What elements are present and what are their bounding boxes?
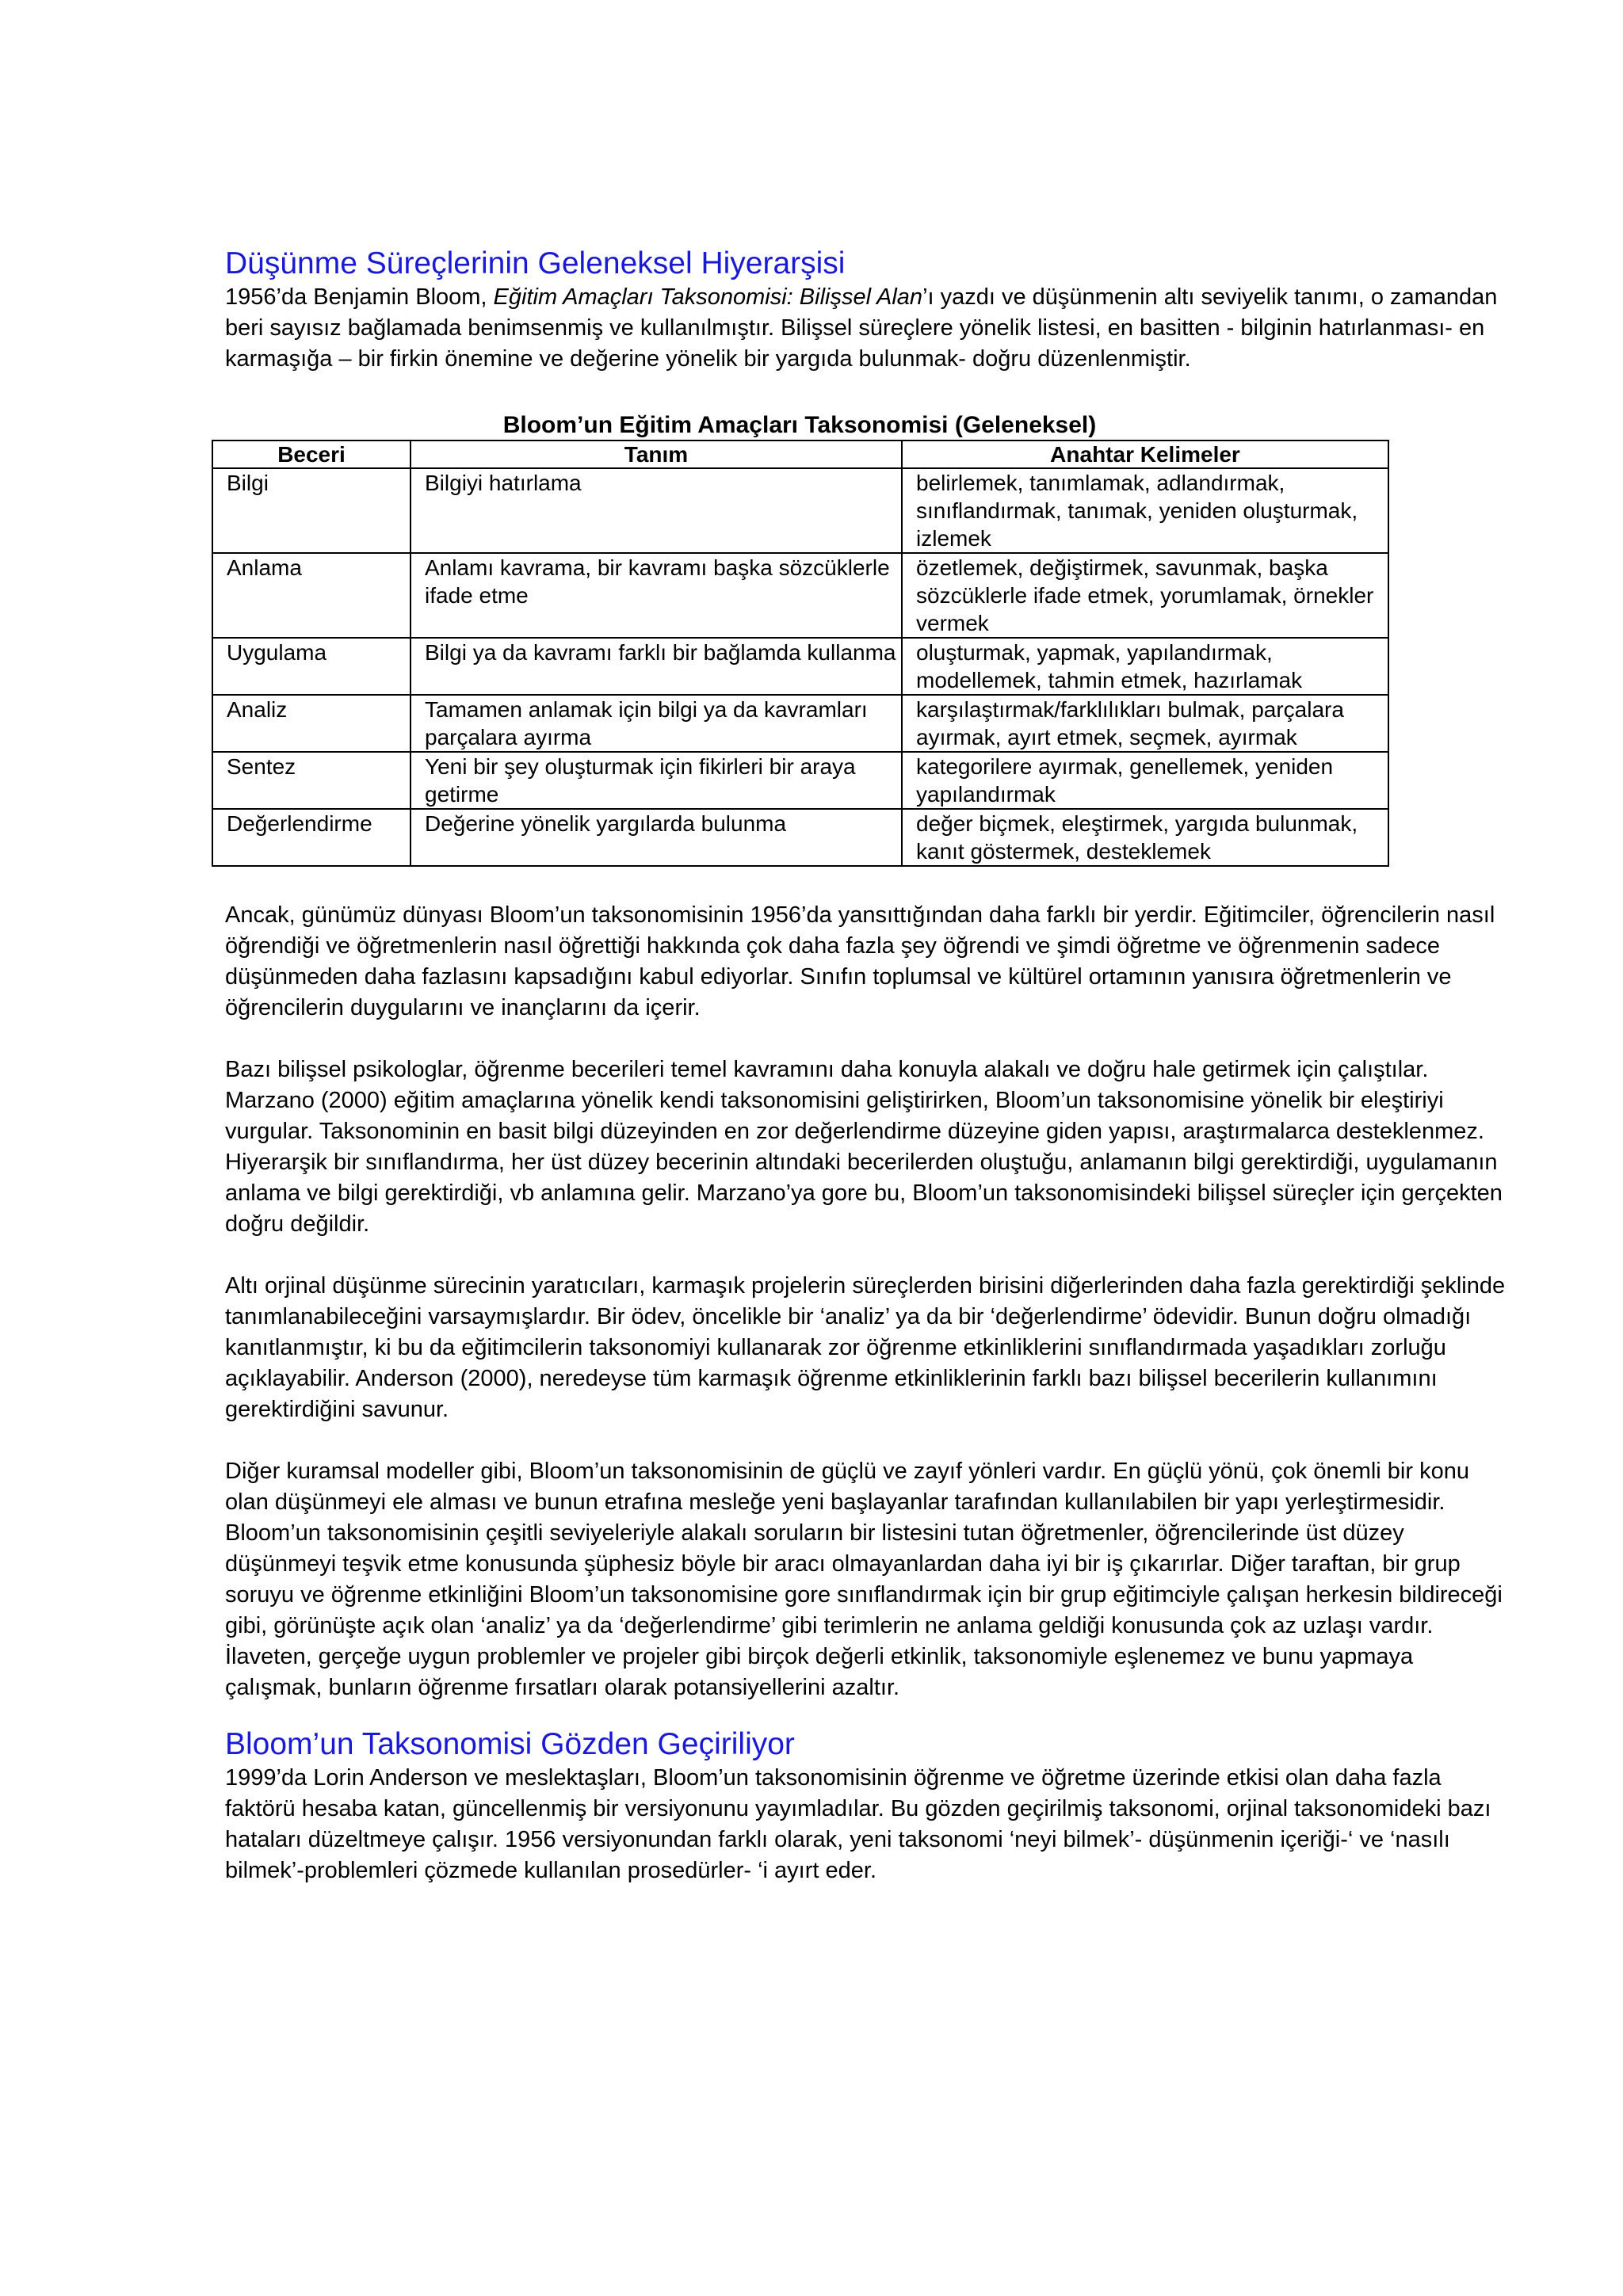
intro-paragraph bbox=[225, 282, 1509, 375]
table-title: Bloom’un Eğitim Amaçları Taksonomisi (Geleneksel) bbox=[502, 412, 1097, 438]
skill-cell: Sentez bbox=[212, 752, 411, 809]
revised-taxonomy-section bbox=[225, 1726, 1509, 1886]
table-row bbox=[212, 695, 1388, 752]
keywords-cell: karşılaştırmak/farklılıkları bulmak, parçalara ayırmak, ayırt etmek, seçmek, ayırmak bbox=[902, 695, 1388, 752]
body-paragraph: Bazı bilişsel psikologlar, öğrenme becerileri temel kavramını daha konuyla alakalı ve doğru hale getirmek için çalıştılar. Marzano (2000) eğitim amaçlarına yönelik kendi taksonomisini geliştirirken, Bloom’un taksonomisine yönelik bir eleştiriyi vurgular. Taksonominin en basit bilgi düzeyinden en zor değerlendirme düzeyine giden yapısı, araştırmalarca desteklenmez. Hiyerarşik bir sınıflandırma, her üst düzey becerinin altındaki becerilerden oluştuğu, anlamanın bilgi gerektirdiği, uygulamanın anlama ve bilgi gerektirdiği, vb anlamına gelir. Marzano’ya gore bu, Bloom’un taksonomisindeki bilişsel süreçler için gerçekten doğru değildir. bbox=[225, 1057, 1503, 1237]
table-row bbox=[212, 468, 1388, 553]
book-title: Eğitim Amaçları Taksonomisi: Bilişsel Alan bbox=[493, 284, 923, 310]
body-paragraphs bbox=[225, 900, 1509, 1703]
skill-cell: Uygulama bbox=[212, 638, 411, 695]
definition-cell: Anlamı kavrama, bir kavramı başka sözcüklerle ifade etme bbox=[411, 553, 902, 638]
revised-taxonomy-paragraph: 1999’da Lorin Anderson ve meslektaşları, Bloom’un taksonomisinin öğrenme ve öğretme üzerinde etkisi olan daha fazla faktörü hesaba katan, güncellenmiş bir versiyonunu yayımladılar. Bu gözden geçirilmiş taksonomi, orjinal taksonomideki bazı hataları düzeltmeye çalışır. 1956 versiyonundan farklı olarak, yeni taksonomi ‘neyi bilmek’- düşünmenin içeriği-‘ ve ‘nasılı bilmek’-problemleri çözmede kullanılan prosedürler- ‘i ayırt eder. bbox=[225, 1765, 1491, 1883]
body-paragraph: Ancak, günümüz dünyası Bloom’un taksonomisinin 1956’da yansıttığından daha farklı bir yerdir. Eğitimciler, öğrencilerin nasıl öğrendiği ve öğretmenlerin nasıl öğrettiği hakkında çok daha fazla şey öğrendi ve şimdi öğretme ve öğrenmenin sadece düşünmeden daha fazlasını kapsadığını kabul ediyorlar. Sınıfın toplumsal ve kültürel ortamının yanısıra öğretmenlerin ve öğrencilerin duygularını ve inançlarını da içerir. bbox=[225, 902, 1495, 1020]
table-row bbox=[212, 752, 1388, 809]
keywords-cell: oluşturmak, yapmak, yapılandırmak, modellemek, tahmin etmek, hazırlamak bbox=[902, 638, 1388, 695]
definition-cell: Bilgiyi hatırlama bbox=[411, 468, 902, 553]
intro-text-end: ’ı yazdı ve düşünmenin altı seviyelik tanımı, o zamandan beri sayısız bağlamada benimsenmiş ve kullanılmıştır. Bilişsel süreçlere yönelik listesi, en basitten - bilginin hatırlanması- en karmaşığa – bir firkin önemine ve değerine yönelik bir yargıda bulunmak- doğru düzenlenmiştir. bbox=[225, 284, 1498, 372]
body-paragraph: Diğer kuramsal modeller gibi, Bloom’un taksonomisinin de güçlü ve zayıf yönleri vardır. En güçlü yönü, çok önemli bir konu olan düşünmeyi ele alması ve bunun etrafına mesleğe yeni başlayanlar tarafından kullanılabilen bir yapı yerleştirmesidir. Bloom’un taksonomisinin çeşitli seviyeleriyle alakalı soruların bir listesini tutan öğretmenler, öğrencilerinde üst düzey düşünmeyi teşvik etme konusunda şüphesiz böyle bir aracı olmayanlardan daha iyi bir iş çıkarırlar. Diğer taraftan, bir grup soruyu ve öğrenme etkinliğini Bloom’un taksonomisine gore sınıflandırmak için bir grup eğitimciyle çalışan herkesin bildireceği gibi, görünüşte açık olan ‘analiz’ ya da ‘değerlendirme’ gibi terimlerin ne anlama geldiği konusunda çok az uzlaşı vardır. İlaveten, gerçeğe uygun problemler ve projeler gibi birçok değerli etkinlik, taksonomiyle eşlenemez ve bunu yapmaya çalışmak, bunların öğrenme fırsatları olarak potansiyellerini azaltır. bbox=[225, 1459, 1503, 1700]
definition-cell: Bilgi ya da kavramı farklı bir bağlamda kullanma bbox=[411, 638, 902, 695]
keywords-cell: kategorilere ayırmak, genellemek, yeniden yapılandırmak bbox=[902, 752, 1388, 809]
table-row bbox=[212, 638, 1388, 695]
table-header-row bbox=[212, 441, 1388, 468]
skill-cell: Bilgi bbox=[212, 468, 411, 553]
definition-cell: Tamamen anlamak için bilgi ya da kavramları parçalara ayırma bbox=[411, 695, 902, 752]
skill-cell: Anlama bbox=[212, 553, 411, 638]
keywords-cell: belirlemek, tanımlamak, adlandırmak, sınıflandırmak, tanımak, yeniden oluşturmak, izlemek bbox=[902, 468, 1388, 553]
body-paragraph: Altı orjinal düşünme sürecinin yaratıcıları, karmaşık projelerin süreçlerden birisini diğerlerinden daha fazla gerektirdiği şeklinde tanımlanabileceğini varsaymışlardır. Bir ödev, öncelikle bir ‘analiz’ ya da bir ‘değerlendirme’ ödevidir. Bunun doğru olmadığı kanıtlanmıştır, ki bu da eğitimcilerin taksonomiyi kullanarak zor öğrenme etkinliklerini sınıflandırmada yaşadıkları zorluğu açıklayabilir. Anderson (2000), neredeyse tüm karmaşık öğrenme etkinliklerinin farklı bazı bilişsel becerilerin kullanımını gerektirdiğini savunur. bbox=[225, 1273, 1506, 1422]
section-heading-traditional-hierarchy: Düşünme Süreçlerinin Geleneksel Hiyerarşisi bbox=[225, 246, 846, 280]
document-page bbox=[225, 246, 1509, 1886]
column-header-keywords: Anahtar Kelimeler bbox=[902, 441, 1388, 468]
skill-cell: Değerlendirme bbox=[212, 809, 411, 866]
taxonomy-table bbox=[212, 440, 1389, 867]
table-row bbox=[212, 809, 1388, 866]
table-row bbox=[212, 553, 1388, 638]
definition-cell: Yeni bir şey oluşturmak için fikirleri bir araya getirme bbox=[411, 752, 902, 809]
keywords-cell: özetlemek, değiştirmek, savunmak, başka sözcüklerle ifade etmek, yorumlamak, örnekler vermek bbox=[902, 553, 1388, 638]
section-heading-revised-taxonomy: Bloom’un Taksonomisi Gözden Geçiriliyor bbox=[225, 1727, 795, 1761]
taxonomy-table-block bbox=[212, 411, 1388, 867]
keywords-cell: değer biçmek, eleştirmek, yargıda bulunmak, kanıt göstermek, desteklemek bbox=[902, 809, 1388, 866]
intro-text-start: 1956’da Benjamin Bloom, bbox=[225, 284, 494, 310]
column-header-skill: Beceri bbox=[212, 441, 411, 468]
skill-cell: Analiz bbox=[212, 695, 411, 752]
definition-cell: Değerine yönelik yargılarda bulunma bbox=[411, 809, 902, 866]
column-header-definition: Tanım bbox=[411, 441, 902, 468]
